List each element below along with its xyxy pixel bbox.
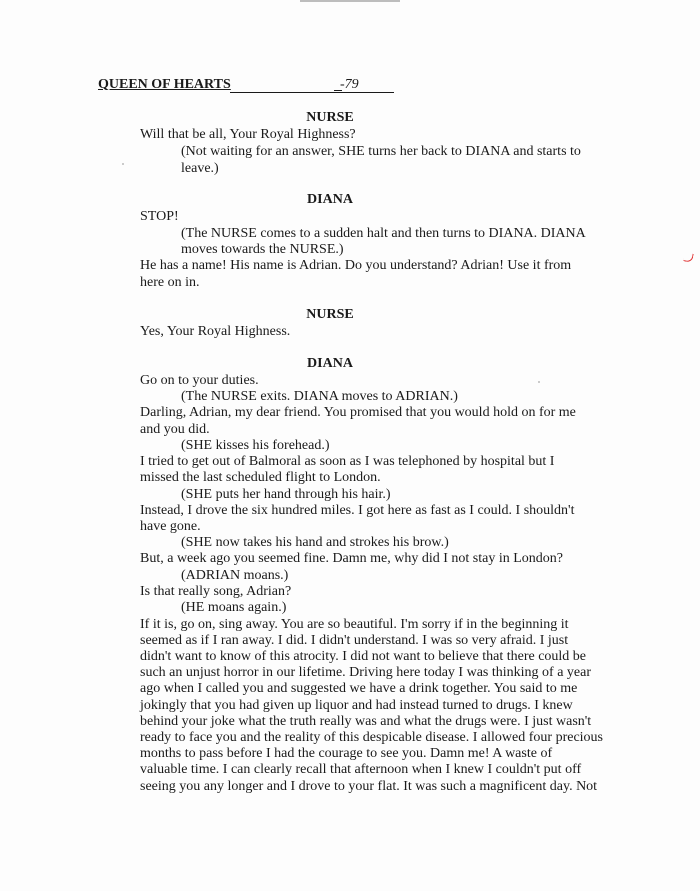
speaker-nurse: NURSE	[306, 110, 354, 125]
dialogue-line: seeing you any longer and I drove to your flat. It was such a magnificent day. Not	[140, 779, 598, 794]
dialogue-line: Will that be all, Your Royal Highness?	[140, 127, 356, 142]
dialogue-line: valuable time. I can clearly recall that afternoon when I knew I couldn't put off	[140, 762, 582, 777]
dialogue-line: STOP!	[140, 209, 179, 224]
dialogue-line: here on in.	[140, 275, 200, 290]
dialogue-line: missed the last scheduled flight to London.	[140, 470, 381, 485]
scan-speck	[122, 163, 124, 165]
dialogue-line: But, a week ago you seemed fine. Damn me, why did I not stay in London?	[140, 551, 564, 566]
dialogue-line: Is that really song, Adrian?	[140, 584, 292, 599]
stage-direction: (Not waiting for an answer, SHE turns her back to DIANA and starts to	[181, 144, 581, 159]
dialogue-line: ready to face you and the reality of this despicable disease. I allowed four precious	[140, 730, 603, 745]
page-header	[98, 77, 498, 97]
stage-direction: leave.)	[181, 161, 219, 176]
play-title: QUEEN OF HEARTS	[98, 77, 231, 92]
dialogue-line: Yes, Your Royal Highness.	[140, 324, 291, 339]
pen-mark	[683, 252, 693, 262]
stage-direction: (The NURSE exits. DIANA moves to ADRIAN.)	[181, 389, 458, 404]
dialogue-line: didn't want to know of this atrocity. I did not want to believe that there could be	[140, 649, 587, 664]
scan-speck	[538, 381, 540, 383]
dialogue-line: If it is, go on, sing away. You are so beautiful. I'm sorry if in the beginning it	[140, 617, 569, 632]
page-number: -79	[340, 77, 359, 92]
header-rule	[230, 92, 394, 93]
stage-direction: (SHE kisses his forehead.)	[181, 438, 330, 453]
dialogue-line: jokingly that you had given up liquor and had instead turned to drugs. I knew	[140, 698, 573, 713]
stage-direction: (HE moans again.)	[181, 600, 287, 615]
dialogue-line: He has a name! His name is Adrian. Do you understand? Adrian! Use it from	[140, 258, 572, 273]
dialogue-line: such an unjust horror in our lifetime. Driving here today I was thinking of a year	[140, 665, 591, 680]
dialogue-line: have gone.	[140, 519, 201, 534]
dialogue-line: I tried to get out of Balmoral as soon as I was telephoned by hospital but I	[140, 454, 555, 469]
dialogue-line: Instead, I drove the six hundred miles. I got here as fast as I could. I shouldn't	[140, 503, 575, 518]
dialogue-line: ago when I called you and suggested we have a drink together. You said to me	[140, 681, 578, 696]
dialogue-line: Darling, Adrian, my dear friend. You promised that you would hold on for me	[140, 405, 576, 420]
dialogue-line: months to pass before I had the courage to see you. Damn me! A waste of	[140, 746, 553, 761]
stage-direction: (SHE puts her hand through his hair.)	[181, 487, 391, 502]
scan-edge-mark	[300, 0, 400, 2]
dialogue-line: behind your joke what the truth really was and what the drugs were. I just wasn't	[140, 714, 592, 729]
dialogue-line: seemed as if I ran away. I did. I didn't understand. I was so very afraid. I just	[140, 633, 569, 648]
dialogue-line: and you did.	[140, 422, 210, 437]
stage-direction: (The NURSE comes to a sudden halt and then turns to DIANA. DIANA	[181, 226, 586, 241]
stage-direction: moves towards the NURSE.)	[181, 242, 344, 257]
speaker-diana: DIANA	[307, 356, 353, 371]
speaker-nurse: NURSE	[306, 307, 354, 322]
stage-direction: (ADRIAN moans.)	[181, 568, 289, 583]
speaker-diana: DIANA	[307, 192, 353, 207]
stage-direction: (SHE now takes his hand and strokes his brow.)	[181, 535, 449, 550]
dialogue-line: Go on to your duties.	[140, 373, 259, 388]
